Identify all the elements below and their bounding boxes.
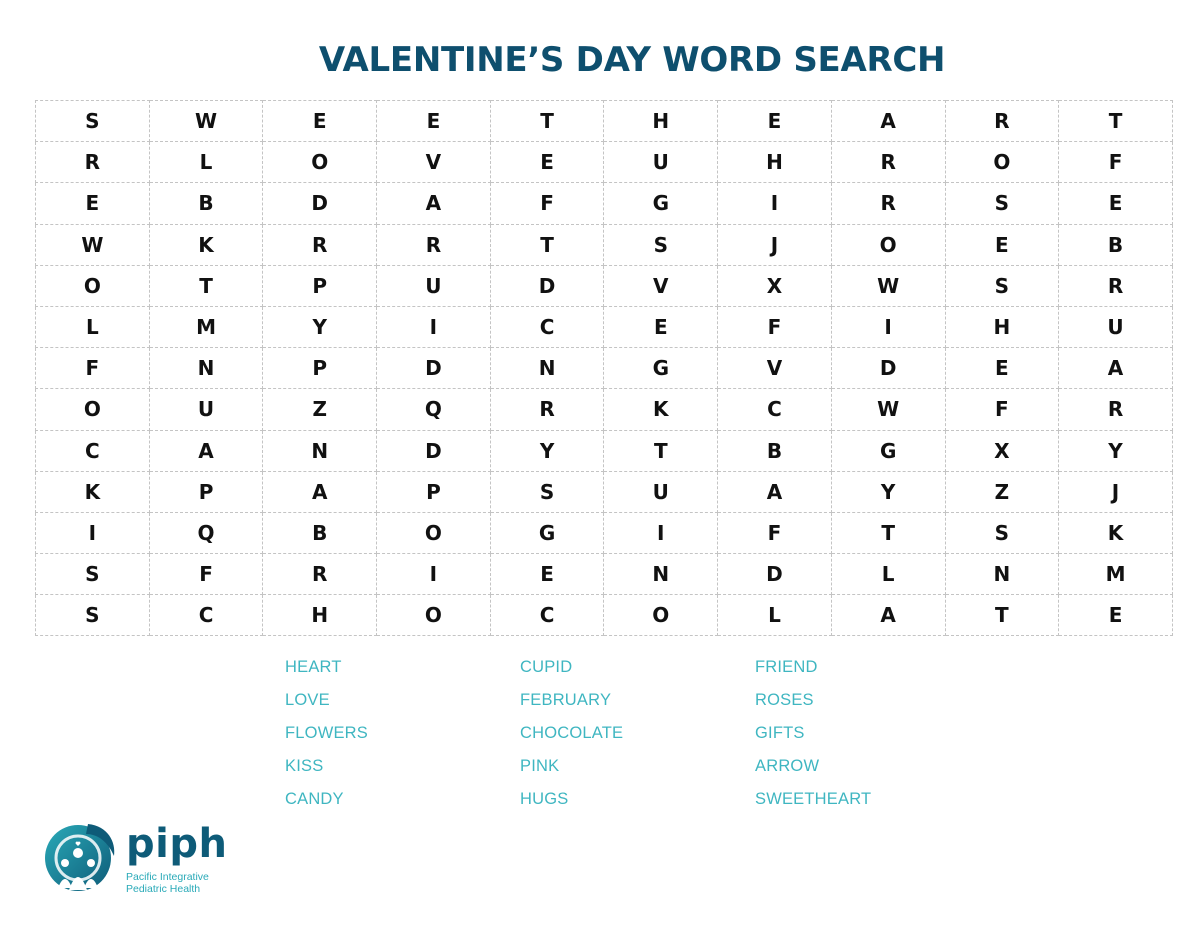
grid-letter: T [490,101,604,142]
grid-row [36,595,1173,636]
grid-letter: F [1059,142,1173,183]
grid-letter: E [604,306,718,347]
grid-letter: S [945,265,1059,306]
grid-letter: Y [490,430,604,471]
grid-letter: A [377,183,491,224]
grid-row [36,101,1173,142]
grid-letter: P [263,265,377,306]
grid-letter: T [945,595,1059,636]
grid-letter: R [490,389,604,430]
grid-letter: G [604,348,718,389]
grid-row [36,471,1173,512]
grid-letter: V [377,142,491,183]
grid-letter: F [490,183,604,224]
grid-letter: V [604,265,718,306]
grid-letter: S [945,183,1059,224]
grid-letter: Y [831,471,945,512]
grid-letter: S [36,101,150,142]
grid-letter: N [490,348,604,389]
grid-letter: S [945,512,1059,553]
word-list-item: LOVE [285,691,330,709]
grid-letter: E [490,142,604,183]
grid-letter: U [604,471,718,512]
grid-letter: S [36,595,150,636]
word-list-item: CHOCOLATE [520,724,624,742]
grid-letter: C [718,389,832,430]
grid-letter: D [718,554,832,595]
grid-letter: A [149,430,263,471]
word-list-item: ROSES [755,691,814,709]
grid-letter: Z [945,471,1059,512]
grid-letter: F [149,554,263,595]
grid-letter: E [36,183,150,224]
grid-letter: F [718,306,832,347]
grid-letter: A [831,595,945,636]
grid-letter: D [377,348,491,389]
grid-letter: H [945,306,1059,347]
grid-letter: N [945,554,1059,595]
grid-letter: T [1059,101,1173,142]
grid-letter: I [604,512,718,553]
grid-letter: T [490,224,604,265]
word-list-column-3 [755,656,871,821]
grid-letter: B [1059,224,1173,265]
grid-letter: A [1059,348,1173,389]
grid-letter: E [945,348,1059,389]
grid-letter: R [377,224,491,265]
logo-tagline [126,871,209,895]
word-list-item: FLOWERS [285,724,368,742]
word-search-grid [35,100,1173,636]
grid-letter: M [1059,554,1173,595]
grid-letter: E [1059,595,1173,636]
grid-letter: R [1059,265,1173,306]
grid-letter: V [718,348,832,389]
grid-letter: G [604,183,718,224]
grid-letter: S [490,471,604,512]
grid-letter: O [831,224,945,265]
grid-letter: T [149,265,263,306]
grid-letter: E [490,554,604,595]
grid-letter: E [263,101,377,142]
grid-row [36,224,1173,265]
grid-letter: M [149,306,263,347]
grid-letter: B [718,430,832,471]
word-list-column-1 [285,656,368,821]
grid-letter: I [377,306,491,347]
grid-row [36,142,1173,183]
grid-letter: K [604,389,718,430]
grid-row [36,430,1173,471]
grid-letter: L [149,142,263,183]
grid-letter: T [604,430,718,471]
grid-letter: J [718,224,832,265]
grid-letter: E [1059,183,1173,224]
grid-letter: G [831,430,945,471]
grid-letter: O [36,389,150,430]
grid-letter: C [36,430,150,471]
grid-letter: W [831,265,945,306]
grid-letter: X [718,265,832,306]
grid-letter: N [149,348,263,389]
grid-letter: O [377,512,491,553]
grid-letter: X [945,430,1059,471]
grid-letter: E [945,224,1059,265]
word-list-item: FRIEND [755,658,818,676]
grid-letter: R [263,554,377,595]
word-list-item: FEBRUARY [520,691,612,709]
grid-letter: C [149,595,263,636]
word-list-item: ARROW [755,757,820,775]
grid-letter: U [1059,306,1173,347]
grid-row [36,348,1173,389]
word-list-item: CANDY [285,790,344,808]
logo-tagline-line-1: Pacific Integrative [126,871,209,883]
grid-letter: I [831,306,945,347]
grid-letter: L [831,554,945,595]
grid-letter: K [149,224,263,265]
logo-wordmark: piph [126,821,228,867]
grid-letter: S [36,554,150,595]
word-list-item: PINK [520,757,560,775]
grid-letter: R [1059,389,1173,430]
word-list-column-2 [520,656,623,821]
grid-letter: P [377,471,491,512]
grid-letter: W [36,224,150,265]
grid-letter: R [36,142,150,183]
word-list-item: HEART [285,658,342,676]
grid-letter: P [149,471,263,512]
grid-letter: U [604,142,718,183]
grid-letter: O [377,595,491,636]
grid-letter: F [718,512,832,553]
grid-letter: Y [1059,430,1173,471]
word-list-item: SWEETHEART [755,790,872,808]
grid-letter: O [36,265,150,306]
grid-letter: H [718,142,832,183]
grid-letter: W [149,101,263,142]
grid-letter: L [36,306,150,347]
grid-letter: J [1059,471,1173,512]
grid-letter: U [377,265,491,306]
grid-letter: A [718,471,832,512]
grid-letter: D [263,183,377,224]
grid-letter: D [377,430,491,471]
word-list-item: KISS [285,757,324,775]
grid-letter: B [149,183,263,224]
grid-letter: K [1059,512,1173,553]
grid-letter: N [604,554,718,595]
grid-letter: Z [263,389,377,430]
grid-letter: B [263,512,377,553]
grid-letter: H [604,101,718,142]
grid-letter: E [377,101,491,142]
word-list-item: HUGS [520,790,569,808]
grid-row [36,183,1173,224]
piph-logo [42,820,232,900]
grid-letter: E [718,101,832,142]
word-list-item: GIFTS [755,724,805,742]
grid-letter: W [831,389,945,430]
grid-letter: D [831,348,945,389]
grid-letter: C [490,595,604,636]
grid-letter: O [945,142,1059,183]
grid-letter: O [263,142,377,183]
grid-letter: T [831,512,945,553]
grid-row [36,306,1173,347]
grid-letter: Y [263,306,377,347]
grid-letter: U [149,389,263,430]
grid-letter: D [490,265,604,306]
grid-row [36,389,1173,430]
grid-letter: Q [377,389,491,430]
grid-row [36,554,1173,595]
page-title: VALENTINE’S DAY WORD SEARCH [318,40,946,80]
grid-letter: R [831,183,945,224]
grid-letter: R [263,224,377,265]
grid-letter: I [377,554,491,595]
grid-letter: S [604,224,718,265]
grid-letter: F [36,348,150,389]
grid-letter: A [263,471,377,512]
grid-letter: R [831,142,945,183]
grid-letter: I [718,183,832,224]
word-list-item: CUPID [520,658,573,676]
grid-letter: A [831,101,945,142]
grid-row [36,265,1173,306]
logo-tagline-line-2: Pediatric Health [126,883,201,895]
grid-row [36,512,1173,553]
grid-letter: L [718,595,832,636]
grid-letter: P [263,348,377,389]
grid-letter: N [263,430,377,471]
grid-letter: O [604,595,718,636]
grid-letter: R [945,101,1059,142]
grid-letter: K [36,471,150,512]
grid-letter: I [36,512,150,553]
grid-letter: F [945,389,1059,430]
family-emblem-icon [42,820,122,900]
grid-letter: G [490,512,604,553]
grid-letter: H [263,595,377,636]
grid-letter: C [490,306,604,347]
grid-letter: Q [149,512,263,553]
